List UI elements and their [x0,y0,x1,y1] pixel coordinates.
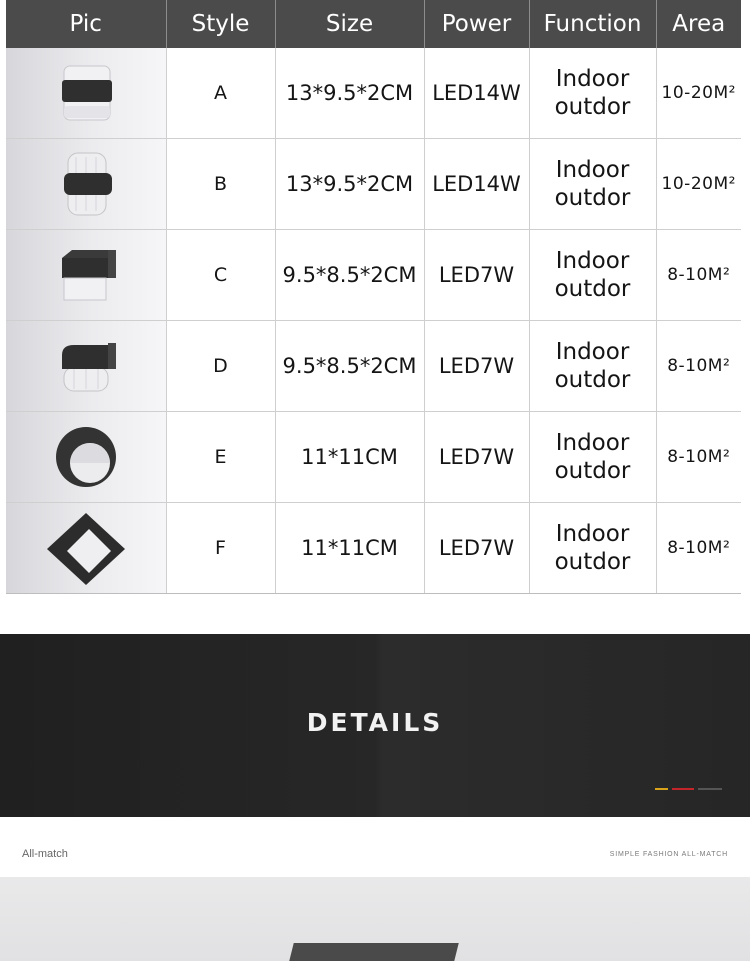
function-cell [529,230,656,321]
cube-wall-lamp-icon [46,58,126,128]
area-cell: 10-20M² [656,139,741,230]
header-pic: Pic [6,0,166,48]
function-line: outdor [554,458,631,484]
diamond-square-wall-lamp-icon [41,507,131,589]
style-cell: B [166,139,275,230]
size-cell: 11*11CM [275,412,424,503]
function-line: Indoor [555,339,630,365]
function-line: outdor [554,367,631,393]
area-cell: 8-10M² [656,321,741,412]
header-function: Function [529,0,656,48]
table-header-row [6,0,741,48]
area-cell: 10-20M² [656,48,741,139]
table-row [6,321,741,412]
round-disc-wall-lamp-icon [46,419,126,495]
header-size: Size [275,0,424,48]
function-line: Indoor [555,430,630,456]
area-cell: 8-10M² [656,412,741,503]
power-cell: LED7W [424,230,529,321]
round-cap-wall-lamp-icon [46,333,126,399]
function-line: Indoor [555,248,630,274]
accent-line-yellow [655,788,668,790]
area-cell: 8-10M² [656,230,741,321]
power-cell: LED14W [424,139,529,230]
allmatch-tagline: SIMPLE FASHION ALL-MATCH [609,851,728,858]
square-cap-wall-lamp-icon [46,242,126,308]
size-cell: 13*9.5*2CM [275,139,424,230]
area-cell: 8-10M² [656,503,741,594]
function-line: outdor [554,276,631,302]
power-cell: LED7W [424,321,529,412]
function-cell [529,503,656,594]
allmatch-label: All-match [22,848,68,860]
header-area: Area [656,0,741,48]
table-row [6,139,741,230]
style-cell: D [166,321,275,412]
power-cell: LED14W [424,48,529,139]
function-line: outdor [554,549,631,575]
product-image-cell [6,321,166,412]
details-banner [0,634,750,817]
function-cell [529,48,656,139]
function-cell [529,139,656,230]
product-image-cell [6,48,166,139]
product-image-cell [6,503,166,594]
size-cell: 9.5*8.5*2CM [275,230,424,321]
size-cell: 9.5*8.5*2CM [275,321,424,412]
size-cell: 11*11CM [275,503,424,594]
function-line: Indoor [555,66,630,92]
product-photo [0,877,750,961]
product-image-cell [6,412,166,503]
function-line: outdor [554,185,631,211]
product-image-cell [6,230,166,321]
function-line: Indoor [555,521,630,547]
header-power: Power [424,0,529,48]
table-row [6,48,741,139]
table-row [6,412,741,503]
header-style: Style [166,0,275,48]
accent-line-gray [698,788,722,790]
style-cell: C [166,230,275,321]
table-row [6,503,741,594]
table-row [6,230,741,321]
function-line: outdor [554,94,631,120]
spec-table [6,0,741,594]
function-cell [529,412,656,503]
style-cell: E [166,412,275,503]
function-cell [529,321,656,412]
power-cell: LED7W [424,503,529,594]
style-cell: A [166,48,275,139]
details-title: DETAILS [306,708,444,737]
cylinder-wall-lamp-icon [46,147,126,221]
function-line: Indoor [555,157,630,183]
accent-line-red [672,788,694,790]
wall-lamp-photo-shape [286,943,458,961]
product-image-cell [6,139,166,230]
size-cell: 13*9.5*2CM [275,48,424,139]
power-cell: LED7W [424,412,529,503]
style-cell: F [166,503,275,594]
